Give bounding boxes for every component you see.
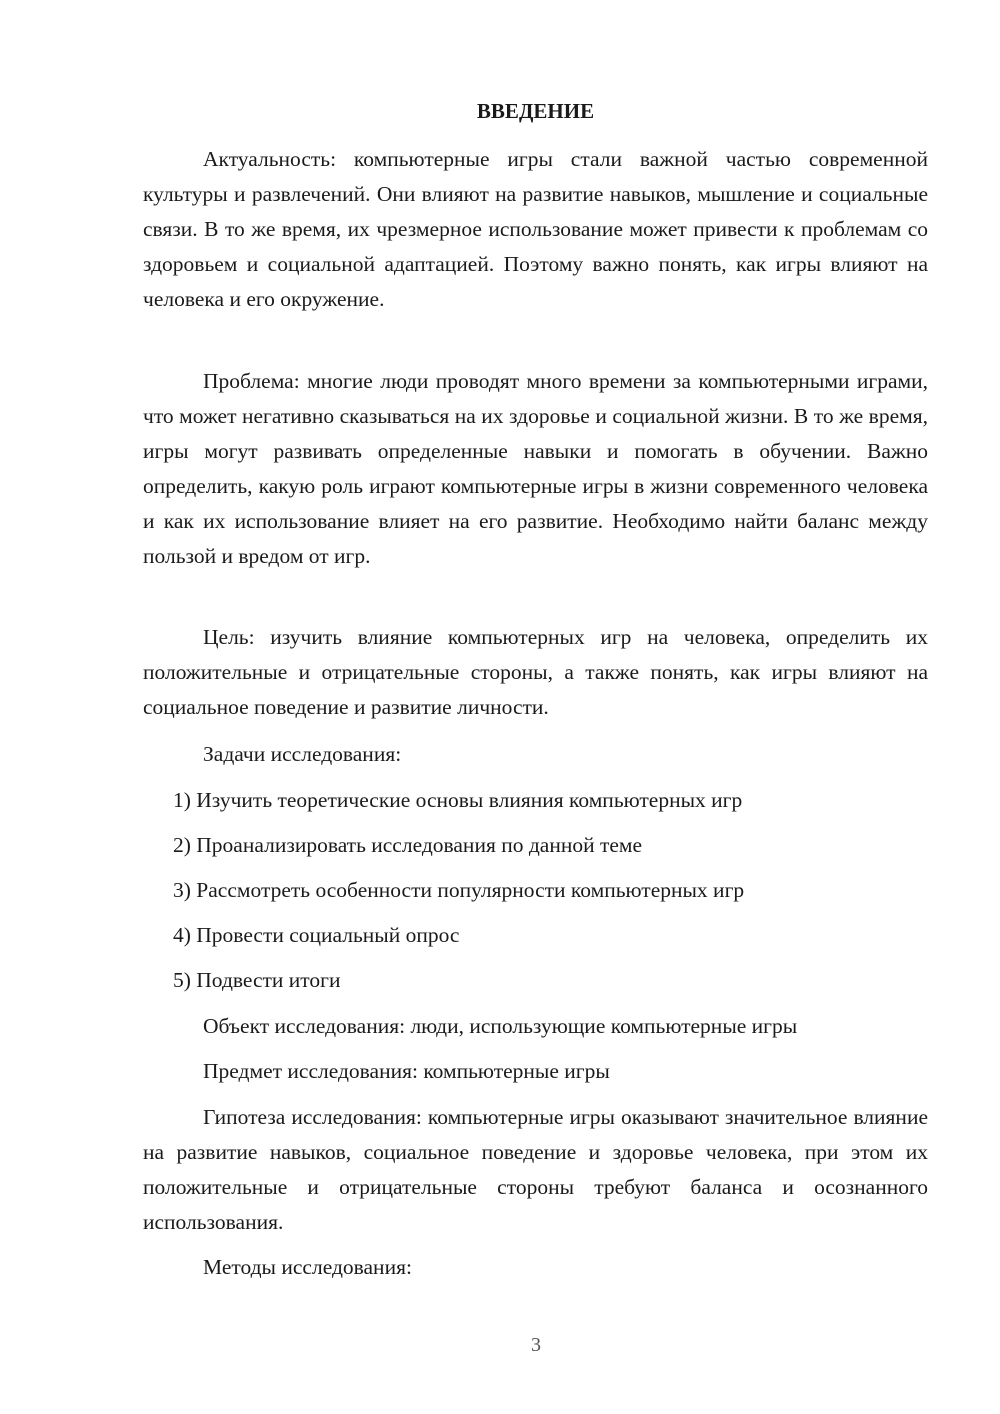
task-item: 4) Провести социальный опрос [173, 923, 460, 947]
methods-title: Методы исследования: [203, 1255, 412, 1279]
tasks-title: Задачи исследования: [203, 742, 402, 766]
object-line: Объект исследования: люди, использующие компьютерные игры [203, 1014, 798, 1038]
task-item: 1) Изучить теоретические основы влияния компьютерных игр [173, 788, 743, 812]
task-item: 2) Проанализировать исследования по данной теме [173, 833, 643, 857]
hypothesis-paragraph: Гипотеза исследования: компьютерные игры оказывают значительное влияние на развитие навыков, социальное поведение и здоровье человека, при этом их положительные и отрицательные стороны требуют баланса и осознанного использования. [143, 1105, 928, 1234]
task-item: 5) Подвести итоги [173, 968, 341, 992]
subject-line: Предмет исследования: компьютерные игры [203, 1059, 610, 1083]
goal-paragraph: Цель: изучить влияние компьютерных игр на человека, определить их положительные и отрицательные стороны, а также понять, как игры влияют на социальное поведение и развитие личности. [143, 625, 928, 719]
section-heading: ВВЕДЕНИЕ [476, 99, 595, 123]
problem-paragraph: Проблема: многие люди проводят много времени за компьютерными играми, что может негативно сказываться на их здоровье и социальной жизни. В то же время, игры могут развивать определенные навыки и помогать в обучении. Важно определить, какую роль играют компьютерные игры в жизни современного человека и как их использование влияет на его развитие. Необходимо найти баланс между пользой и вредом от игр. [143, 369, 928, 568]
page-number: 3 [531, 1334, 541, 1356]
relevance-paragraph: Актуальность: компьютерные игры стали важной частью современной культуры и развлечений. Они влияют на развитие навыков, мышление и социальные связи. В то же время, их чрезмерное использование может привести к проблемам со здоровьем и социальной адаптацией. Поэтому важно понять, как игры влияют на человека и его окружение. [143, 147, 928, 311]
task-item: 3) Рассмотреть особенности популярности компьютерных игр [173, 878, 745, 902]
